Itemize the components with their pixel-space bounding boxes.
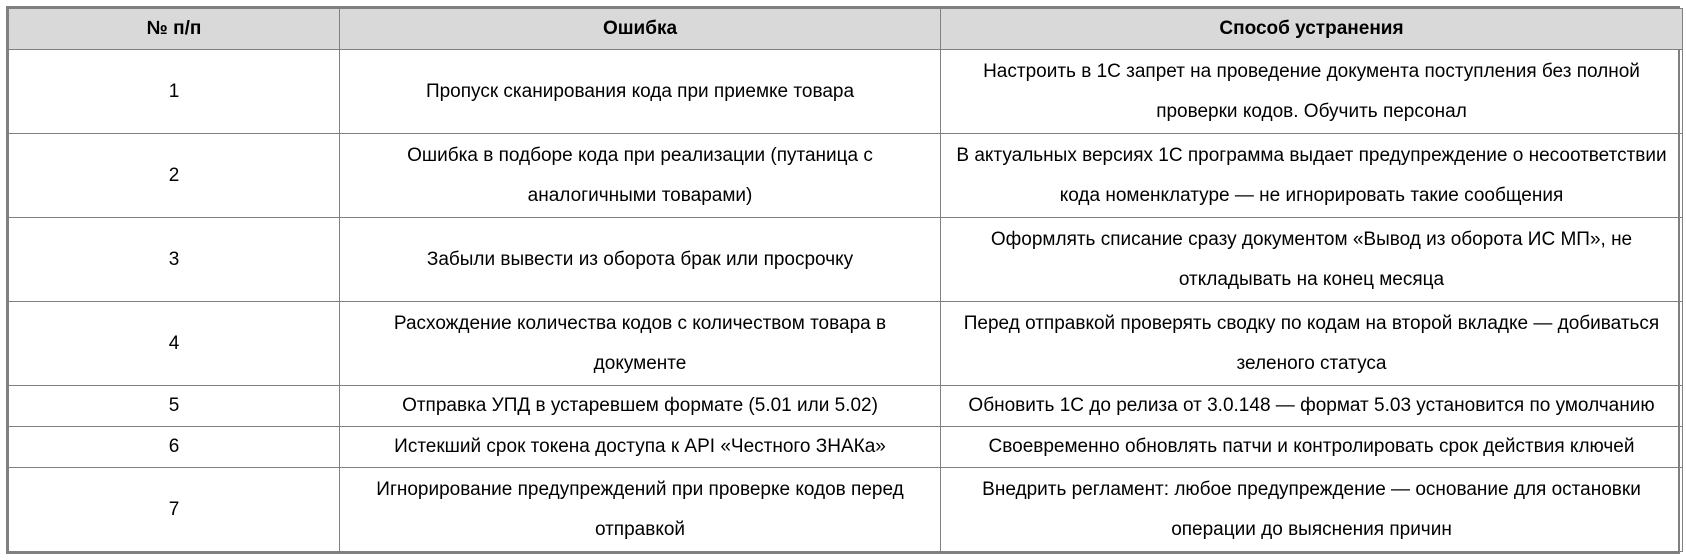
row-number: 7 xyxy=(9,468,340,552)
row-fix: Обновить 1С до релиза от 3.0.148 — формат 5.03 установится по умолчанию xyxy=(941,386,1683,427)
table-row xyxy=(9,134,1683,218)
errors-table-frame xyxy=(6,6,1680,554)
row-fix: Перед отправкой проверять сводку по кодам на второй вкладке — добиваться зеленого статуса xyxy=(941,302,1683,386)
row-fix: Своевременно обновлять патчи и контролировать срок действия ключей xyxy=(941,427,1683,468)
row-fix: В актуальных версиях 1С программа выдает предупреждение о несоответствии кода номенклатуре — не игнорировать такие сообщения xyxy=(941,134,1683,218)
errors-table xyxy=(8,8,1683,552)
row-error: Расхождение количества кодов с количеством товара в документе xyxy=(340,302,941,386)
row-number: 3 xyxy=(9,218,340,302)
table-row xyxy=(9,218,1683,302)
row-fix: Настроить в 1С запрет на проведение документа поступления без полной проверки кодов. Обучить персонал xyxy=(941,50,1683,134)
row-error: Забыли вывести из оборота брак или просрочку xyxy=(340,218,941,302)
row-number: 4 xyxy=(9,302,340,386)
row-number: 5 xyxy=(9,386,340,427)
header-fix: Способ устранения xyxy=(941,9,1683,50)
header-error: Ошибка xyxy=(340,9,941,50)
row-number: 6 xyxy=(9,427,340,468)
table-row xyxy=(9,50,1683,134)
table-row xyxy=(9,302,1683,386)
row-fix: Оформлять списание сразу документом «Вывод из оборота ИС МП», не откладывать на конец месяца xyxy=(941,218,1683,302)
table-row xyxy=(9,427,1683,468)
row-error: Пропуск сканирования кода при приемке товара xyxy=(340,50,941,134)
row-error: Отправка УПД в устаревшем формате (5.01 или 5.02) xyxy=(340,386,941,427)
row-error: Ошибка в подборе кода при реализации (путаница с аналогичными товарами) xyxy=(340,134,941,218)
row-number: 1 xyxy=(9,50,340,134)
header-number: № п/п xyxy=(9,9,340,50)
row-fix: Внедрить регламент: любое предупреждение — основание для остановки операции до выяснения причин xyxy=(941,468,1683,552)
table-row xyxy=(9,386,1683,427)
row-error: Игнорирование предупреждений при проверке кодов перед отправкой xyxy=(340,468,941,552)
row-error: Истекший срок токена доступа к API «Честного ЗНАКа» xyxy=(340,427,941,468)
table-row xyxy=(9,468,1683,552)
table-header-row xyxy=(9,9,1683,50)
row-number: 2 xyxy=(9,134,340,218)
